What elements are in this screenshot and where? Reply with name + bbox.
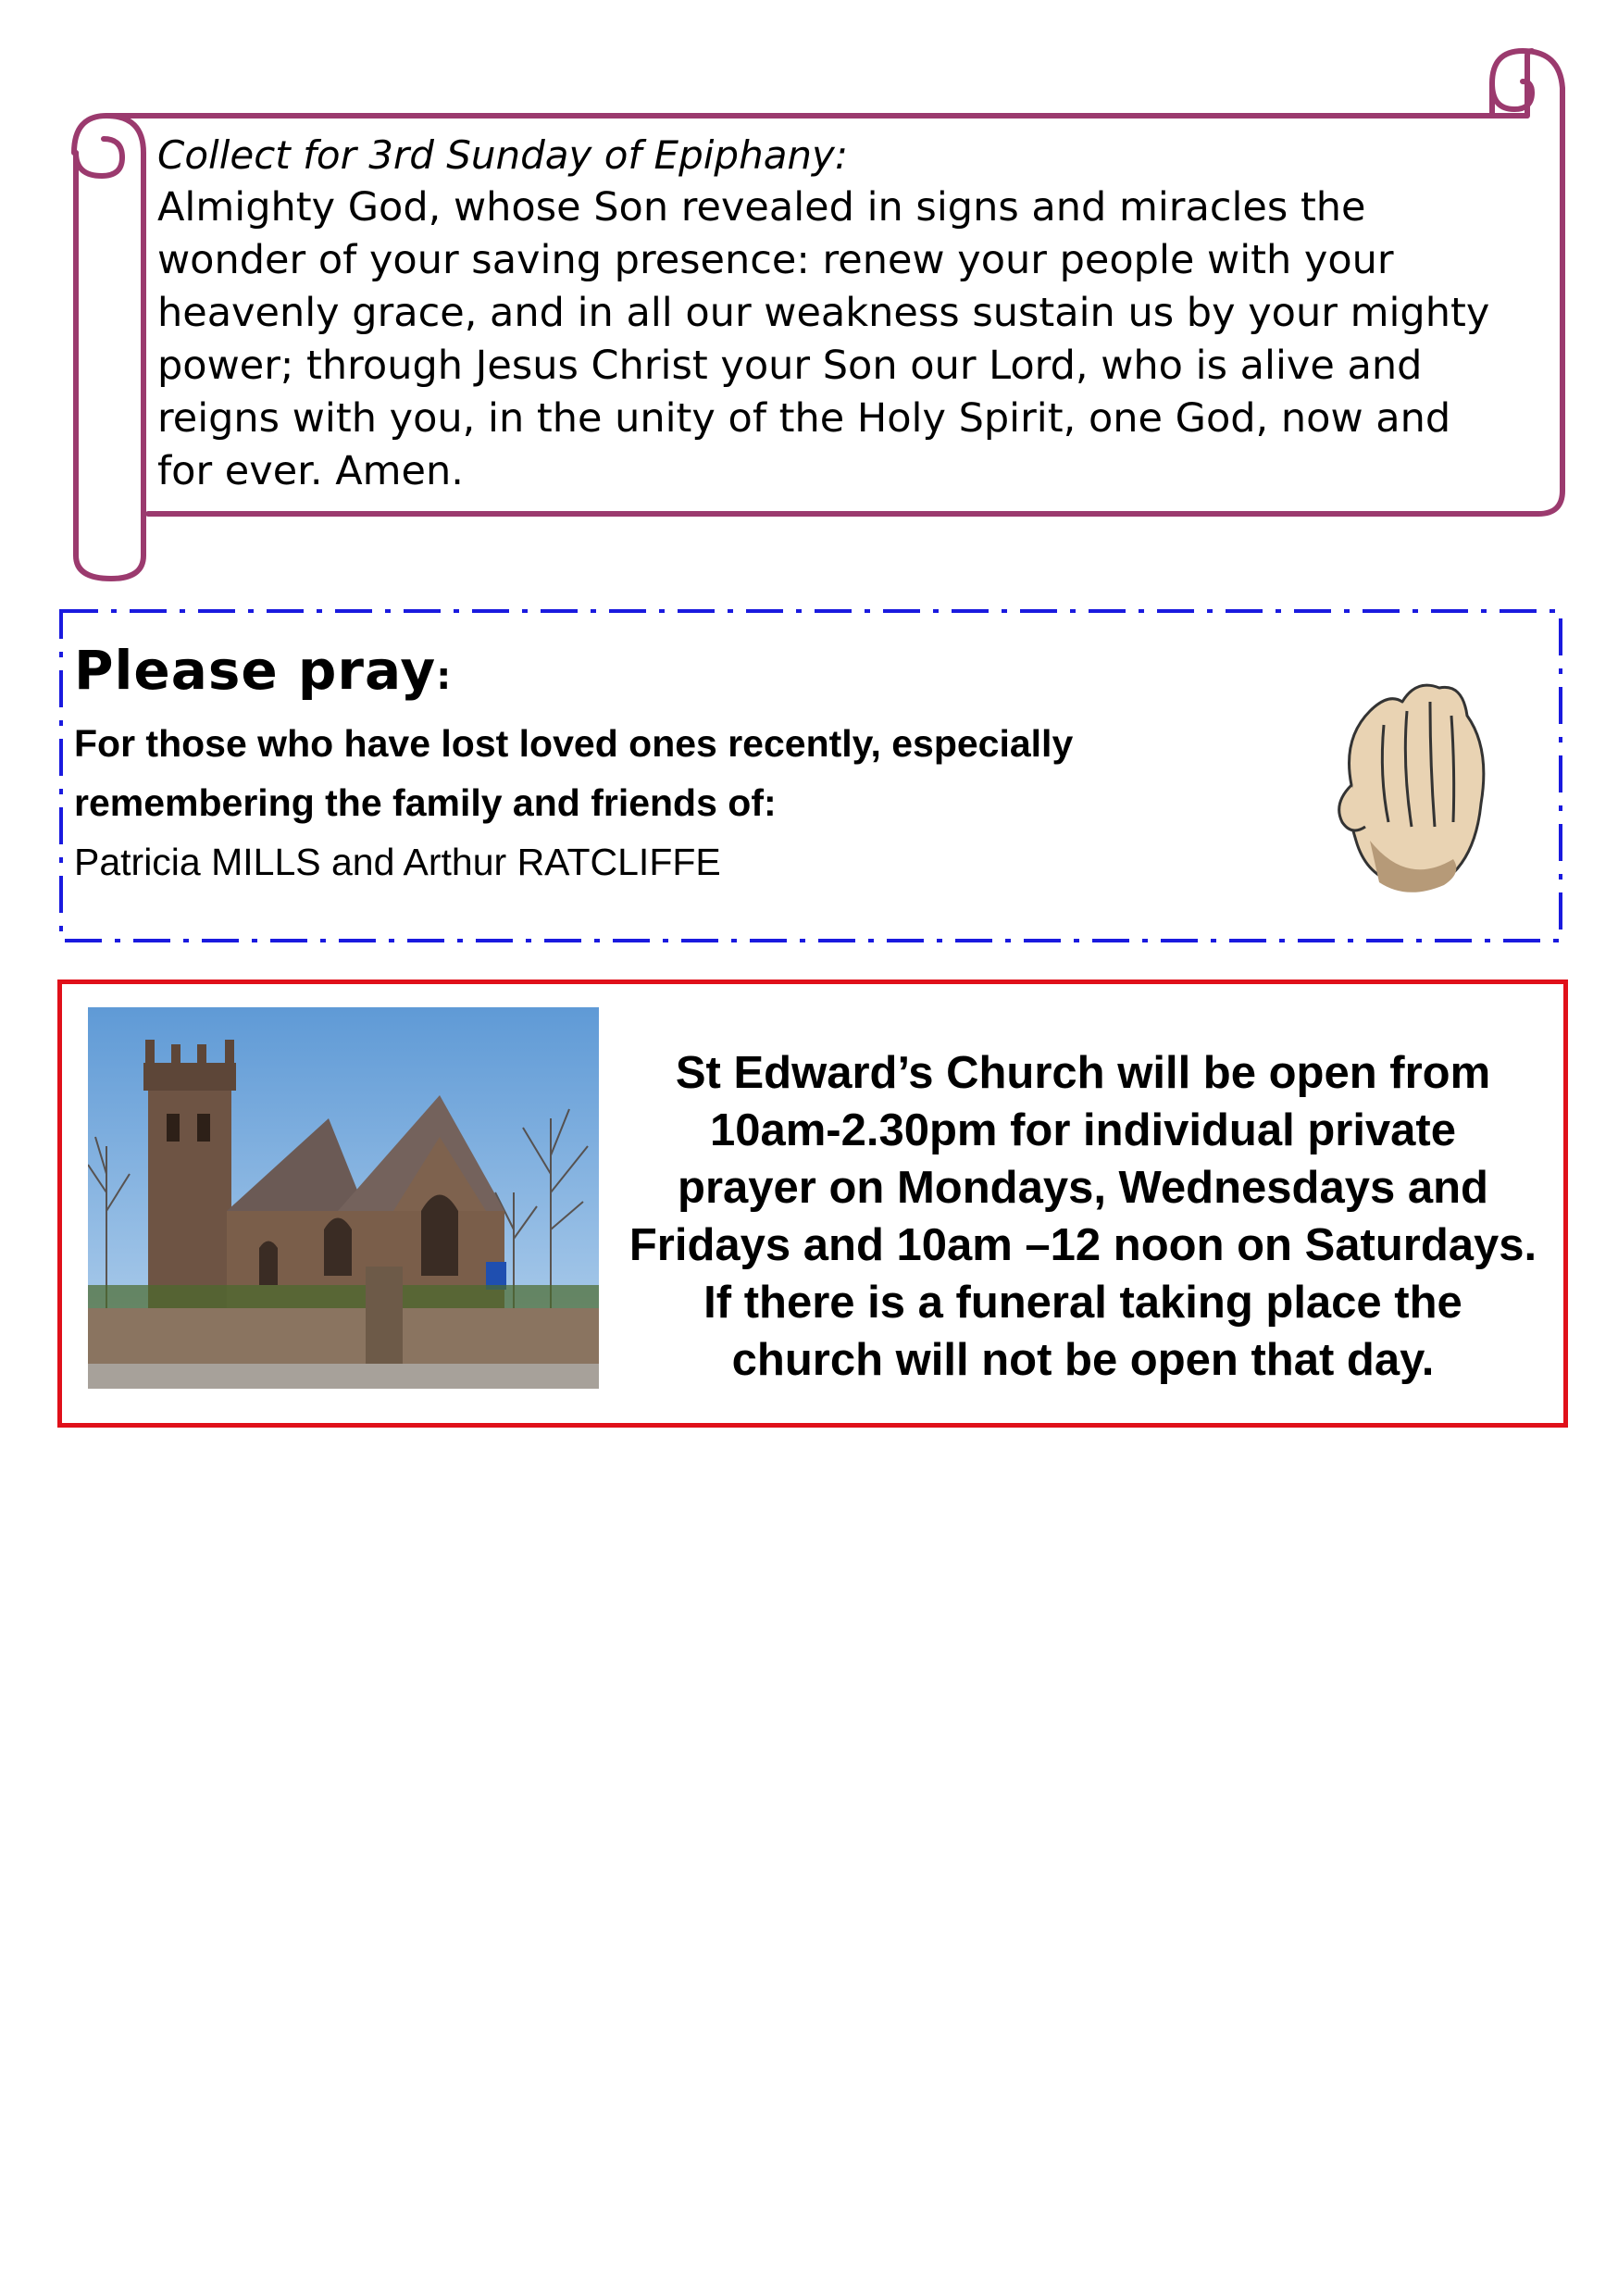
collect-line: heavenly grace, and in all our weakness sustain us by your mighty [157, 290, 1490, 336]
pray-title: Please pray [74, 639, 437, 702]
church-line: St Edward’s Church will be open from [675, 1048, 1491, 1098]
pray-title-colon: : [436, 655, 453, 698]
church-line: church will not be open that day. [731, 1335, 1435, 1385]
collect-heading: Collect for 3rd Sunday of Epiphany: [157, 132, 849, 178]
collect-line: power; through Jesus Christ your Son our Lord, who is alive and [157, 343, 1423, 389]
collect-line: Almighty God, whose Son revealed in signs and miracles the [157, 184, 1366, 231]
pray-line-2: remembering the family and friends of: [74, 781, 777, 824]
pray-line-1: For those who have lost loved ones recently, especially [74, 722, 1074, 765]
church-opening-text [611, 1044, 1555, 1389]
church-line: If there is a funeral taking place the [703, 1278, 1462, 1328]
collect-block [157, 130, 1509, 498]
pray-names: Patricia MILLS and Arthur RATCLIFFE [74, 841, 721, 883]
church-photo [88, 1007, 599, 1389]
collect-line: reigns with you, in the unity of the Holy Spirit, one God, now and [157, 395, 1451, 442]
praying-hands-icon [1314, 674, 1500, 896]
pray-heading [74, 639, 452, 702]
church-line: Fridays and 10am –12 noon on Saturdays. [629, 1220, 1537, 1270]
collect-line: for ever. Amen. [157, 448, 464, 494]
church-line: prayer on Mondays, Wednesdays and [678, 1163, 1488, 1213]
church-line: 10am-2.30pm for individual private [709, 1105, 1457, 1155]
collect-line: wonder of your saving presence: renew your people with your [157, 237, 1394, 283]
